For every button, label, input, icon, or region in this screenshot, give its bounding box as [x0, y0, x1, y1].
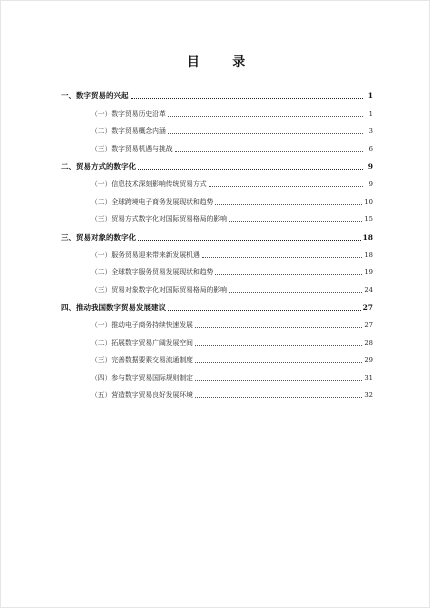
toc-page-number: 24 — [364, 285, 373, 294]
dot-leader — [209, 185, 363, 187]
toc-item-row[interactable] — [61, 189, 373, 206]
toc-item-label: （一）推动电子商务持续快速发展 — [91, 321, 193, 330]
toc-item-row[interactable] — [61, 383, 373, 400]
toc-page-number: 6 — [368, 144, 373, 153]
toc-item-row[interactable] — [61, 348, 373, 365]
dot-leader — [168, 132, 363, 134]
dot-leader — [215, 273, 362, 275]
dot-leader — [195, 379, 362, 381]
toc-page-number: 18 — [362, 232, 373, 242]
toc-page-number: 18 — [364, 250, 373, 259]
toc-item-row[interactable] — [61, 365, 373, 382]
toc-item-label: （二）数字贸易概念内涵 — [91, 127, 166, 136]
toc-item-label: （一）信息技术深刻影响传统贸易方式 — [91, 180, 207, 189]
toc-item-label: （一）数字贸易历史沿革 — [91, 109, 166, 118]
dot-leader — [168, 115, 363, 117]
dot-leader — [168, 309, 361, 311]
toc-section-row[interactable] — [61, 296, 373, 313]
toc-page-number: 1 — [367, 91, 373, 101]
toc-page-number: 3 — [368, 127, 373, 136]
table-of-contents — [61, 83, 373, 400]
toc-page-number: 29 — [364, 356, 373, 365]
toc-page-number: 28 — [364, 338, 373, 347]
toc-section-label: 二、贸易方式的数字化 — [61, 161, 136, 171]
toc-page-number: 31 — [364, 373, 373, 382]
toc-item-row[interactable] — [61, 330, 373, 347]
dot-leader — [195, 344, 362, 346]
toc-item-row[interactable] — [61, 101, 373, 118]
toc-item-label: （五）营造数字贸易良好发展环境 — [91, 391, 193, 400]
dot-leader — [195, 326, 362, 328]
dot-leader — [175, 150, 363, 152]
dot-leader — [195, 361, 362, 363]
toc-item-row[interactable] — [61, 136, 373, 153]
toc-item-label: （二）全球跨境电子商务发展现状和趋势 — [91, 197, 214, 206]
toc-page-number: 27 — [364, 321, 373, 330]
toc-section-label: 一、数字贸易的兴起 — [61, 91, 129, 101]
toc-section-label: 四、推动我国数字贸易发展建议 — [61, 303, 166, 313]
toc-page-number: 1 — [368, 109, 373, 118]
toc-title: 目 录 — [186, 55, 260, 70]
toc-item-row[interactable] — [61, 313, 373, 330]
toc-section-row[interactable] — [61, 155, 373, 172]
toc-item-label: （四）参与数字贸易国际规则制定 — [91, 373, 193, 382]
toc-item-label: （二）全球数字服务贸易发展现状和趋势 — [91, 268, 214, 277]
dot-leader — [229, 220, 362, 222]
dot-leader — [215, 203, 362, 205]
toc-item-label: （三）完善数据要素交易流通制度 — [91, 356, 193, 365]
toc-page-number: 27 — [362, 303, 373, 313]
dot-leader — [202, 256, 363, 258]
toc-item-row[interactable] — [61, 172, 373, 189]
toc-item-label: （一）服务贸易迎来带来新发展机遇 — [91, 250, 200, 259]
toc-page-number: 9 — [368, 180, 373, 189]
toc-item-label: （三）贸易对象数字化对国际贸易格局的影响 — [91, 285, 227, 294]
toc-page-number: 9 — [367, 161, 373, 171]
toc-page-number: 32 — [364, 391, 373, 400]
dot-leader — [131, 97, 364, 99]
toc-section-row[interactable] — [61, 225, 373, 242]
dot-leader — [138, 168, 363, 170]
toc-item-row[interactable] — [61, 277, 373, 294]
toc-section-row[interactable] — [61, 84, 373, 101]
toc-item-label: （三）数字贸易机遇与挑战 — [91, 144, 173, 153]
toc-section-label: 三、贸易对象的数字化 — [61, 232, 136, 242]
toc-page-number: 10 — [364, 197, 373, 206]
toc-page-number: 15 — [364, 215, 373, 224]
dot-leader — [229, 291, 362, 293]
toc-item-row[interactable] — [61, 119, 373, 136]
toc-item-label: （三）贸易方式数字化对国际贸易格局的影响 — [91, 215, 227, 224]
toc-item-row[interactable] — [61, 207, 373, 224]
dot-leader — [138, 239, 361, 241]
toc-item-row[interactable] — [61, 243, 373, 260]
toc-page-number: 19 — [364, 268, 373, 277]
toc-item-row[interactable] — [61, 260, 373, 277]
toc-item-label: （二）拓展数字贸易广阔发展空间 — [91, 338, 193, 347]
dot-leader — [195, 396, 362, 398]
